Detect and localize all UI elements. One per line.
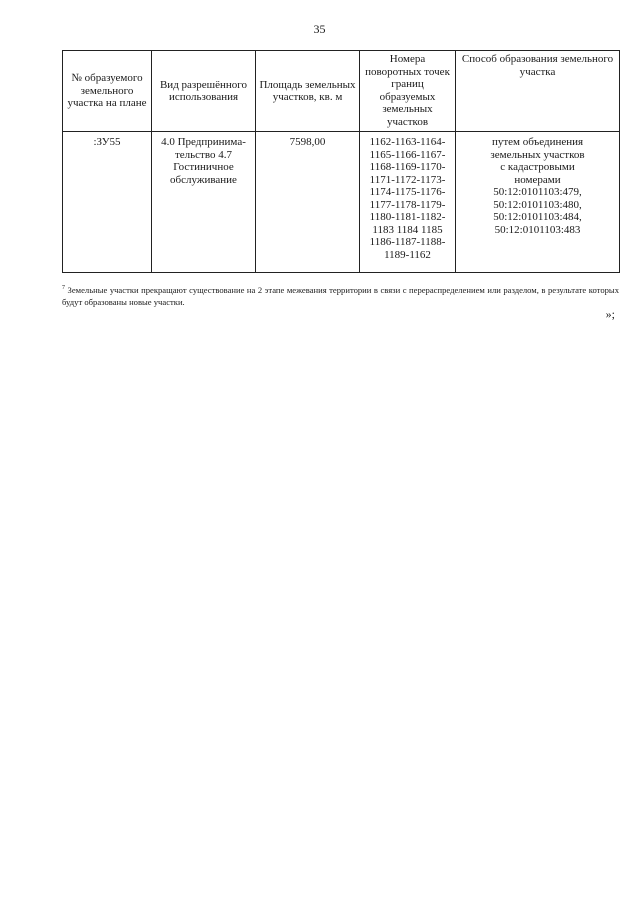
page-number: 35 — [313, 22, 326, 36]
header-plot-number: № образуемого земельного участка на плане — [63, 51, 152, 132]
table-row — [63, 132, 620, 273]
land-plots-table — [62, 50, 620, 273]
cell-area: 7598,00 — [256, 132, 360, 273]
header-area: Площадь земельных участков, кв. м — [256, 51, 360, 132]
footnote — [62, 282, 619, 308]
header-formation-method: Способ образования земельного участка — [456, 51, 620, 132]
footnote-marker: 7 — [62, 285, 65, 291]
header-permitted-use: Вид разрешённого использования — [152, 51, 256, 132]
closing-quote-mark: »; — [605, 307, 615, 321]
footnote-text: Земельные участки прекращают существование на 2 этапе межевания территории в связи с перераспределением или разделом, в результате которых будут образованы новые участки. — [62, 284, 619, 307]
cell-plot-number: :ЗУ55 — [63, 132, 152, 273]
cell-boundary-points: 1162-1163-1164- 1165-1166-1167- 1168-1169-1170- 1171-1172-1173- 1174-1175-1176- 1177-1178-1179- 1180-1181-1182- 1183 1184 1185 1186-1187-1188- 1189-1162 — [360, 132, 456, 273]
cell-permitted-use: 4.0 Предпринима- тельство 4.7 Гостиничное обслуживание — [152, 132, 256, 273]
table-header-row — [63, 51, 620, 132]
cell-formation-method: путем объединения земельных участков с кадастровыми номерами 50:12:0101103:479, 50:12:0101103:480, 50:12:0101103:484, 50:12:0101103:483 — [456, 132, 620, 273]
header-boundary-points: Номера поворотных точек границ образуемых земельных участков — [360, 51, 456, 132]
